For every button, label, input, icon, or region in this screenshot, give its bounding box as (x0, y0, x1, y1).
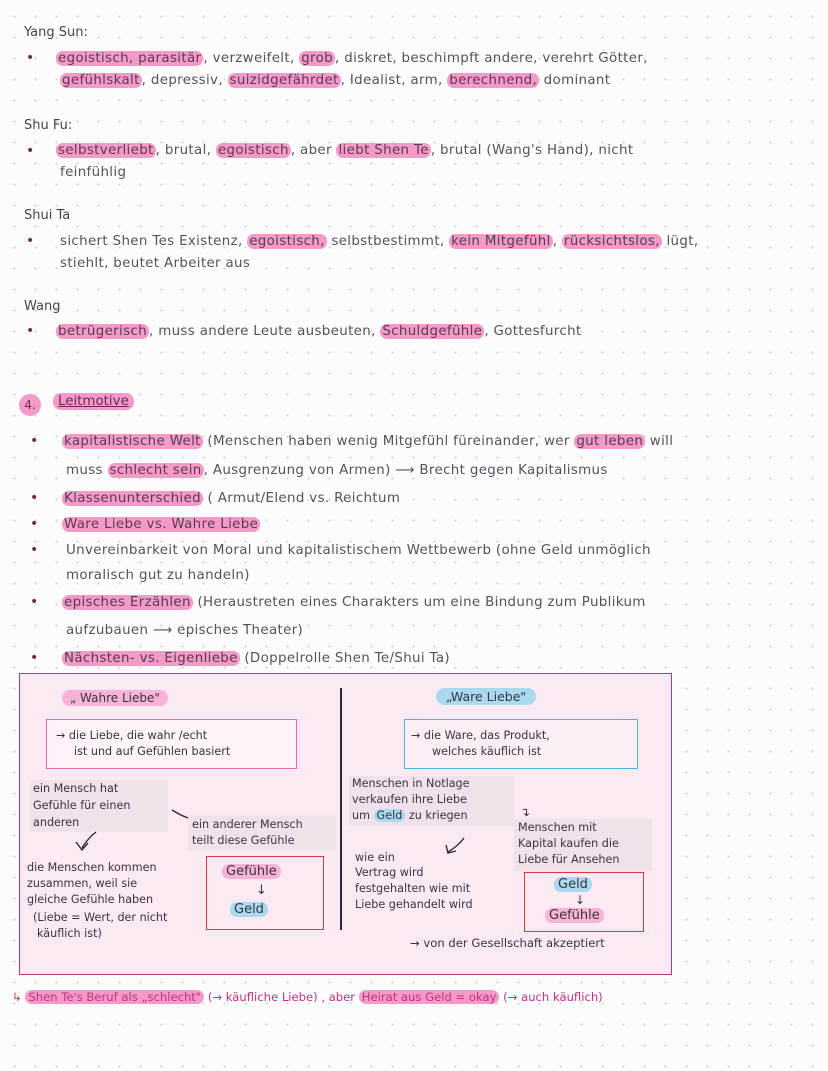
text-run: , brutal, (155, 143, 216, 158)
definition-text: welches käuflich ist (432, 745, 542, 758)
ware-liebe-definition-box (404, 719, 638, 769)
highlight: egoistisch, parasitär (58, 51, 202, 66)
note-text (352, 809, 468, 822)
highlight: Klassenunterschied (64, 491, 201, 506)
note-text: ein anderer Mensch (192, 818, 303, 831)
wahre-liebe-title: „ Wahre Liebe" (62, 690, 168, 706)
flow-top: Gefühle (222, 864, 281, 879)
arrow-left-down-head (76, 842, 88, 850)
text-run: lügt, (661, 234, 699, 249)
highlight: schlecht sein (109, 463, 202, 478)
footer-mid: (→ käufliche Liebe) , aber (204, 990, 359, 1004)
footer-prefix: ↳ (12, 990, 22, 1004)
note-text: die Menschen kommen (27, 861, 157, 874)
character-name-shui-ta: Shui Ta (24, 208, 71, 223)
note-text: Gefühle für einen (33, 799, 131, 812)
text-run: , brutal (Wang's Hand), nicht (430, 143, 634, 158)
text-run: selbstbestimmt, (326, 234, 450, 249)
text-run: , aber (290, 143, 337, 158)
highlight: egoistisch, (249, 234, 325, 249)
conclusion-text: → von der Gesellschaft akzeptiert (410, 936, 605, 950)
footer-highlight-beruf: Shen Te's Beruf als „schlecht" (25, 990, 204, 1004)
text-run: ( Armut/Elend vs. Reichtum (202, 491, 401, 506)
geld-highlight: Geld (374, 809, 406, 822)
highlight: liebt Shen Te (338, 143, 429, 158)
flow-arrow: ↓ (575, 893, 586, 907)
highlight: berechnend, (449, 73, 538, 88)
text-run: Unvereinbarkeit von Moral und kapitalistischem Wettbewerb (ohne Geld unmöglich (66, 543, 651, 558)
text-run: muss (66, 463, 108, 478)
note-text-part: zu kriegen (405, 809, 468, 822)
text-run: moralisch gut zu handeln) (66, 568, 250, 583)
character-name-yang-sun: Yang Sun: (24, 25, 88, 40)
definition-text: ist und auf Gefühlen basiert (74, 745, 231, 758)
text-run: , muss andere Leute ausbeuten, (148, 324, 381, 339)
bullet: • (30, 490, 39, 506)
flow-bottom: Geld (230, 902, 268, 917)
bullet: • (30, 542, 39, 558)
note-text: Liebe für Ansehen (518, 853, 620, 866)
character-name-shu-fu: Shu Fu: (24, 118, 73, 133)
note-text: Vertrag wird (355, 866, 424, 879)
text-run: , Ausgrenzung von Armen) ⟶ Brecht gegen Kapitalismus (203, 463, 608, 478)
highlight: rücksichtslos, (563, 234, 660, 249)
highlight: episches Erzählen (64, 595, 191, 610)
highlight: egoistisch (217, 143, 289, 158)
arrow-swap (172, 810, 188, 818)
flow-top: Geld (554, 877, 592, 892)
bullet: • (30, 650, 39, 666)
arrow-right-down (448, 838, 464, 852)
text-run: , Idealist, arm, (340, 73, 448, 88)
bullet: • (26, 323, 35, 339)
footer-end: (→ auch käuflich) (499, 990, 603, 1004)
highlight: selbstverliebt (58, 143, 154, 158)
arrow-hook: ↴ (520, 805, 531, 819)
text-run: feinfühlig (60, 165, 127, 180)
text-run: , (552, 234, 562, 249)
highlight: grob (301, 51, 333, 66)
note-text: wie ein (355, 851, 395, 864)
highlight: suizidgefährdet (229, 73, 339, 88)
text-run: dominant (539, 73, 611, 88)
highlight: Schuldgefühle (382, 324, 483, 339)
highlight: gut leben (576, 434, 644, 449)
highlight: kapitalistische Welt (64, 434, 201, 449)
text-run: (Menschen haben wenig Mitgefühl füreinander, wer (202, 434, 575, 449)
note-text: festgehalten wie mit (355, 882, 471, 895)
definition-text: → die Ware, das Produkt, (411, 729, 550, 742)
note-text: Menschen mit (518, 821, 597, 834)
text-run: , diskret, beschimpft andere, verehrt Götter, (335, 51, 648, 66)
text-run: (Heraustreten eines Charakters um eine Bindung zum Publikum (192, 595, 646, 610)
flow-arrow: ↓ (256, 883, 267, 898)
note-text: anderen (33, 816, 80, 829)
note-text: zusammen, weil sie (27, 877, 138, 890)
footer-highlight-heirat: Heirat aus Geld = okay (359, 990, 500, 1004)
text-run: sichert Shen Tes Existenz, (60, 234, 248, 249)
definition-text: → die Liebe, die wahr /echt (56, 729, 208, 742)
bullet: • (30, 594, 39, 610)
text-run: aufzubauen ⟶ episches Theater) (66, 623, 304, 638)
highlight: betrügerisch (58, 324, 147, 339)
section-number-badge: 4. (19, 394, 41, 416)
bullet: • (26, 233, 35, 249)
note-text: Menschen in Notlage (352, 777, 470, 790)
bullet: • (30, 516, 39, 532)
highlight: Nächsten- vs. Eigenliebe (64, 651, 238, 666)
note-text: ein Mensch hat (33, 782, 119, 795)
section-title: Leitmotive (53, 393, 134, 410)
highlight: gefühlskalt (62, 73, 140, 88)
bullet: • (26, 50, 35, 66)
highlight: kein Mitgefühl (451, 234, 551, 249)
text-run: stiehlt, beutet Arbeiter aus (60, 256, 251, 271)
footer-note (12, 990, 603, 1004)
arrow-right-down-head (446, 845, 456, 853)
note-text: gleiche Gefühle haben (27, 893, 154, 906)
note-text: käuflich ist) (37, 927, 102, 940)
ware-liebe-title: „Ware Liebe" (436, 688, 536, 705)
note-text: verkaufen ihre Liebe (352, 793, 467, 806)
flow-bottom: Gefühle (545, 908, 604, 923)
note-text: teilt diese Gefühle (192, 834, 295, 847)
text-run: , verzweifelt, (203, 51, 300, 66)
arrow-left-down (82, 832, 96, 848)
note-text-part: um (352, 809, 374, 822)
highlight: Ware Liebe vs. Wahre Liebe (64, 517, 259, 532)
note-text: Liebe gehandelt wird (355, 898, 473, 911)
bullet: • (26, 143, 35, 159)
note-text: (Liebe = Wert, der nicht (33, 911, 168, 924)
character-name-wang: Wang (24, 299, 61, 314)
text-run: (Doppelrolle Shen Te/Shui Ta) (239, 651, 450, 666)
note-text: Kapital kaufen die (518, 837, 619, 850)
text-run: , depressiv, (141, 73, 228, 88)
text-run: will (645, 434, 674, 449)
bullet: • (30, 433, 39, 449)
text-run: , Gottesfurcht (484, 324, 582, 339)
